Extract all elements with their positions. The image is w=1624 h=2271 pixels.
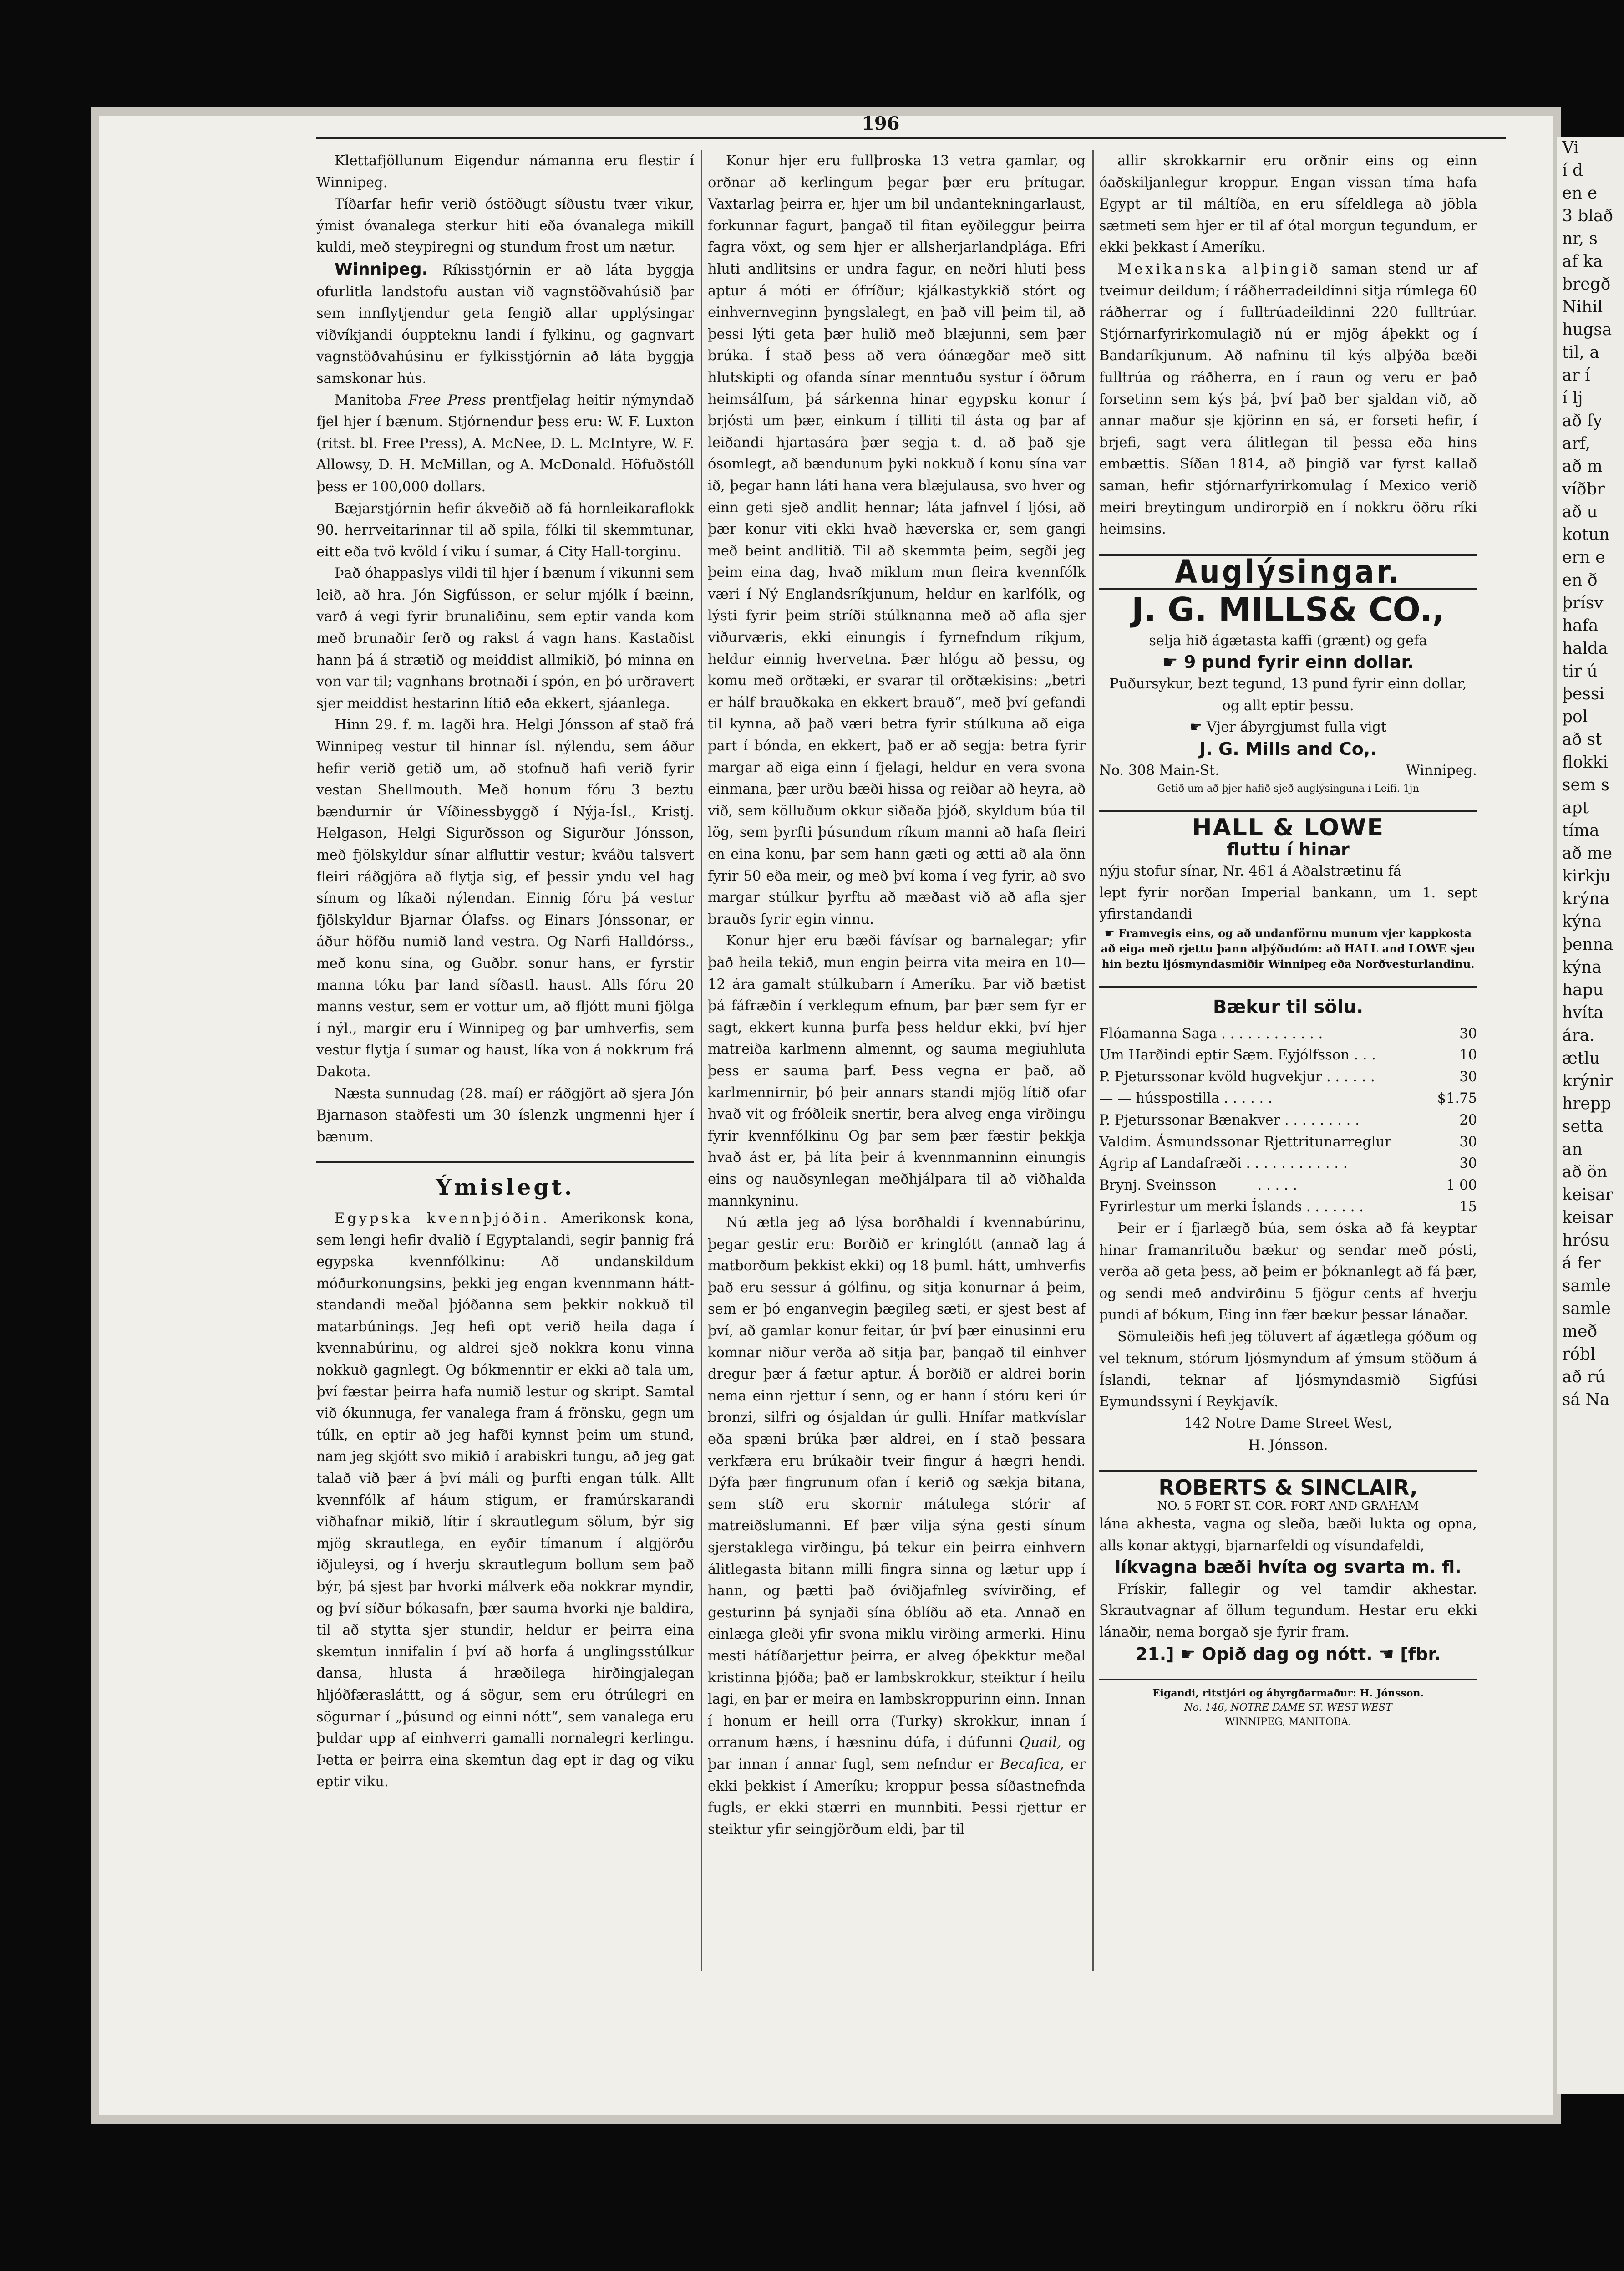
adjacent-page-text: ar í — [1562, 366, 1590, 385]
book-title: P. Pjeturssonar kvöld hugvekjur . . . . . . — [1099, 1069, 1375, 1085]
adjacent-page-text: 3 blað — [1562, 207, 1614, 225]
column-divider — [701, 150, 702, 1971]
book-price: 30 — [1459, 1156, 1477, 1172]
article-lead: Mexikanska alþingið — [1117, 261, 1321, 277]
adjacent-page-text: kýna — [1562, 912, 1602, 931]
hall-ad-note: ☛ Framvegis eins, og að undanförnu munum vjer kappkosta að eiga með rjettu þann alþýðudóm: að HALL and LOWE sjeu hin beztu ljósmyndasmiðir Winnipeg eða Norðvesturlandinu. — [1101, 927, 1476, 971]
book-title: Flóamanna Saga . . . . . . . . . . . . — [1099, 1025, 1323, 1042]
adjacent-page-text: af ka — [1562, 252, 1603, 271]
article-emphasis: Free Press — [408, 392, 486, 408]
book-price: 10 — [1459, 1047, 1477, 1064]
roberts-ad-open: 21.] ☛ Opið dag og nótt. ☚ [fbr. — [1135, 1644, 1441, 1664]
column-1 — [316, 150, 694, 1793]
adjacent-page-text: setta — [1562, 1117, 1604, 1136]
book-item — [1099, 1066, 1477, 1088]
article-emphasis: Quail, — [1019, 1735, 1061, 1751]
adjacent-page-text: að fy — [1562, 412, 1603, 430]
mills-address-street: No. 308 Main-St. — [1099, 763, 1219, 779]
book-title: Fyrirlestur um merki Íslands . . . . . . . — [1099, 1199, 1364, 1215]
article-paragraph — [316, 390, 694, 498]
adjacent-page-text: keisar — [1562, 1208, 1613, 1227]
adjacent-page-text: að ön — [1562, 1163, 1608, 1181]
adjacent-page-text: an — [1562, 1140, 1583, 1159]
adjacent-page-text: að rú — [1562, 1368, 1605, 1386]
adjacent-page-text: apt — [1562, 799, 1589, 817]
adjacent-page-text: krýna — [1562, 890, 1610, 908]
article-paragraph: Hinn 29. f. m. lagði hra. Helgi Jónsson af stað frá Winnipeg vestur til hinnar ísl. nýlendu, sem áður hefir verið getið um, að stofnuð hafi verið fyrir vestan Shellmouth. Með honum fóru 3 beztu bændurnir úr Víðinessbyggð í Nýja-Ísl., Kristj. Helgason, Helgi Sigurðsson og Sigurður Jónsson, með fjölskyldur sínar alfluttir vestur; kváðu talsvert fleiri ráðgjöra að flytja sig, ef þessir yndu vel hag sínum og líkaði nýlendan. Einnig fóru þá vestur fjölskyldur Bjarnar Ólafss. og Einars Jónssonar, er áður höfðu numið land vestra. Og Narfi Halldórss., með konu sína, og Guðbr. sonur hans, er fyrstir manna tóku þar land síðastl. haust. Alls fóru 20 manns vestur, sem er vottur um, að fljótt muni fjölga í nýl., margir eru í Winnipeg og þar umhverfis, sem vestur flytja í sumar og haust, líka von á nokkrum frá Dakota. — [316, 717, 694, 1080]
article-text: og þar innan í annar fugl, sem nefndur er — [708, 1735, 1086, 1772]
column-2 — [708, 150, 1086, 1840]
masthead-city: WINNIPEG, MANITOBA. — [1224, 1716, 1352, 1728]
adjacent-page-text: Nihil — [1562, 298, 1603, 316]
roberts-ad-name: ROBERTS & SINCLAIR, — [1158, 1475, 1418, 1500]
article-text: Ríkisstjórnin er að láta byggja ofurlitla landstofu austan við vagnstöðvahúsið þar sem innflytjendur geta fengið allar upplýsingar viðvíkjandi óuppteknu landi í fylkinu, og gagnvart vagnstöðvahúsinu er fylkisstjórnin að láta byggja samskonar hús. — [316, 262, 694, 387]
adjacent-page-text: arf, — [1562, 434, 1591, 453]
adjacent-page-text: í lj — [1562, 389, 1583, 407]
article-text: Amerikonsk kona, sem lengi hefir dvalið í Egyptalandi, segir þannig frá egypska kvennfólkinu: Að undanskildum móðurkonungsins, þekki jeg engan kvennmann hátt-standandi meðal þjóðanna sem þekkir nokkuð til matarbúnings. Jeg hefi opt verið heila daga í kvennabúrinu, og aldrei sjeð nokkra konu vinna nokkuð gagnlegt. Og bókmenntir er ekki að tala um, því fæstar þeirra hafa numið lestur og skript. Samtal við ókunnuga, fer vanalega fram á frönsku, gegn um túlk, en eptir að jeg hafði kynnst þeim um stund, nam jeg skjótt svo mikið í arabiskri tungu, að jeg gat talað við þær á því máli og þurfti engan túlk. Allt kvennfólk af háum stigum, er framúrskarandi viðhafnar mikið, lítir í skrautlegum sölum, býr sig mjög skrautlega, en eyðir tímanum í algjörðu iðjuleysi, og í hverju skrautlegum bollum sem það býr, þá sjest þar hvorki málverk eða nokkrar myndir, og því síður bókasafn, þær sauma hvorki nje baldira, til að stytta sjer stundir, heldur er þeirra eina skemtun innifalin í því að horfa á unglingsstúlkur dansa, hlusta á hræðilega hirðingjalegan hljóðfærasláttt, og á sögur, sem eru ótrúlegri en sögurnar í „þúsund og einni nótt“, sem vanalega eru þuldar upp af einhverri gamalli nornalegri kerlingu. Þetta er þeirra eina skemtun dag ept ir dag og viku eptir viku. — [316, 1210, 694, 1790]
adjacent-page-text: að me — [1562, 844, 1613, 863]
adjacent-page-text: að st — [1562, 730, 1602, 749]
adjacent-page-text: tir ú — [1562, 662, 1598, 681]
page-number: 196 — [862, 113, 900, 134]
books-signature: H. Jónsson. — [1248, 1437, 1328, 1453]
hall-ad-line: lept fyrir norðan Imperial bankann, um 1. sept yfirstandandi — [1099, 885, 1477, 923]
article-paragraph — [316, 259, 694, 390]
adjacent-page-text: kýna — [1562, 958, 1602, 977]
hall-ad-line: nýju stofur sínar, Nr. 461 á Aðalstrætinu fá — [1099, 863, 1402, 880]
adjacent-page-text: hrósu — [1562, 1231, 1609, 1250]
adjacent-page-fragment — [1557, 137, 1624, 2094]
adjacent-page-text: en e — [1562, 184, 1598, 203]
adjacent-page-text: ætlu — [1562, 1049, 1600, 1068]
article-text: saman stend ur af tveimur deildum; í ráðherradeildinni sitja rúmlega 60 ráðherrar og í fulltrúadeildinni 220 fulltrúar. Stjórnarfyrirkomulagið nú er mjög áþekkt og í Bandaríkjunum. Að nafninu til kýs alþýða bæði fulltrúa og ráðherra, en í raun og veru er það forsetinn sem kýs þá, því það ber sjaldan við, að annar maður sje kjörinn en sá, er forseti hefir, í brjefi, sagt vera álitlegan til þessa eða hins embættis. Síðan 1814, að þingið var fyrst kallað saman, hefir stjórnarfyrirkomulag í Mexico verið meiri breytingum undirorpið en í nokkru öðru ríki heimsins. — [1099, 261, 1477, 538]
article-text: Nú ætla jeg að lýsa borðhaldi í kvennabúrinu, þegar gestir eru: Borðið er kringlótt (annað lag á matborðum þekkist ekki) og 18 þuml. hátt, umhverfis það eru sessur á gólfinu, og sitja konurnar á þeim, sem er þó enganvegin þægileg sæti, er sjest best af því, að gamlar konur feitar, úr því þær einusinni eru komnar niður verða að sitja þar, þangað til einhver dregur þær á fætur aptur. Á borðið er aldrei borin nema einn rjettur í senn, og er hann í stóru keri úr bronzi, silfri og ósjaldan úr gulli. Hnífar matkvíslar eða spæni brúka þær aldrei, en í stað þessara verkfæra eru brúkaðir tveir fingur á hægri hendi. Dýfa þær fingrunum ofan í kerið og sækja bitana, sem stíð eru skornir mátulega stórir af matreiðslumanni. Ef þær vilja sýna gesti sínum sjerstaklega virðingu, þá tekur ein þeirra einhvern álitlegasta bitann milli fingra sinna og lætur upp í hann, og þætti það óviðjafnleg svívirðing, ef gesturinn þá synjaði sína óblíðu að eta. Annað en einlæga gleði yfir svona miklu virðing armerki. Hinu mesti hátíðarjettur þeirra, er alveg óþekktur meðal kristinna þjóða; það er lambskrokkur, steiktur í heilu lagi, en þar er meira en lambskroppurinn einn. Innan í honum er heill orra (Turky) skrokkur, innan í orranum hæns, í hæsninu dúfa, í dúfunni — [708, 1215, 1086, 1751]
adjacent-page-text: halda — [1562, 639, 1608, 658]
book-title: Ágrip af Landafræði . . . . . . . . . . . . — [1099, 1156, 1348, 1172]
hall-ad-line: fluttu í hinar — [1227, 839, 1350, 860]
adjacent-page-text: krýnir — [1562, 1072, 1613, 1090]
adjacent-page-text: á fer — [1562, 1254, 1601, 1273]
section-rule — [1099, 810, 1477, 812]
book-item — [1099, 1153, 1477, 1175]
mills-ad-line: ☛ Vjer ábyrgjumst fulla vigt — [1189, 719, 1387, 736]
adjacent-page-text: tíma — [1562, 821, 1599, 840]
book-item — [1099, 1196, 1477, 1218]
adjacent-page-text: keisar — [1562, 1186, 1613, 1204]
book-item — [1099, 1110, 1477, 1131]
adjacent-page-text: þessi — [1562, 685, 1604, 703]
adjacent-page-text: með — [1562, 1322, 1598, 1341]
book-item — [1099, 1175, 1477, 1197]
mills-ad-line: selja hið ágætasta kaffi (grænt) og gefa — [1149, 632, 1427, 649]
mills-ad-note: Getið um að þjer hafið sjeð auglýsinguna í Leifi. 1jn — [1157, 783, 1419, 795]
book-price: 30 — [1459, 1134, 1477, 1150]
adjacent-page-text: að u — [1562, 503, 1598, 521]
mills-address-city: Winnipeg. — [1406, 763, 1477, 779]
article-paragraph: Bæjarstjórnin hefir ákveðið að fá hornleikaraflokk 90. herrveitarinnar til að spila, fólki til skemmtunar, eitt eða tvö kvöld í viku í sumar, á City Hall-torginu. — [316, 500, 694, 560]
adjacent-page-text: að m — [1562, 457, 1603, 476]
mills-ad-line: Puðursykur, bezt tegund, 13 pund fyrir einn dollar, og allt eptir þessu. — [1109, 676, 1467, 714]
ads-title: Auglýsingar. — [1175, 553, 1401, 591]
adjacent-page-text: kotun — [1562, 525, 1610, 544]
section-rule — [1099, 1470, 1477, 1472]
book-item — [1099, 1023, 1477, 1045]
section-rule — [1099, 986, 1477, 988]
mills-ad-address — [1099, 760, 1477, 782]
book-price: 20 — [1459, 1112, 1477, 1128]
books-paragraph: Sömuleiðis hefi jeg töluvert af ágætlega góðum og vel teknum, stórum ljósmyndum af ýmsum stöðum á Íslandi, teknar af ljósmyndasmið Sigfúsi Eymundssyni í Reykjavík. — [1099, 1329, 1477, 1410]
adjacent-page-text: víðbr — [1562, 480, 1605, 499]
article-lead: Egypska kvennþjóðin. — [335, 1210, 550, 1227]
adjacent-page-text: hvíta — [1562, 1003, 1604, 1022]
book-list — [1099, 1023, 1477, 1218]
article-paragraph: allir skrokkarnir eru orðnir eins og einn óaðskiljanlegur kroppur. Engan vissan tíma hafa Egypt ar til máltíða, en eru sífeldlega að jöbla sætmeti sem hjer er til af ótal morgun tegundum, er ekki þekkast í Ameríku. — [1099, 153, 1477, 256]
book-price: 30 — [1459, 1025, 1477, 1042]
article-paragraph — [316, 1208, 694, 1793]
books-paragraph: Þeir er í fjarlægð búa, sem óska að fá keyptar hinar framanrituðu bækur og sendar með pósti, verða að geta þess, að þeim er þóknanlegt að fá þær, og sendi með andvirðinu 5 fjögur cents af hverju pundi af bókum, Eing inn fær bækur þessar lánaðar. — [1099, 1220, 1477, 1324]
book-price: 30 — [1459, 1069, 1477, 1085]
book-item — [1099, 1131, 1477, 1153]
adjacent-page-text: en ð — [1562, 571, 1598, 590]
book-price: $1.75 — [1437, 1090, 1477, 1107]
adjacent-page-text: hafa — [1562, 616, 1599, 635]
section-title: Ýmislegt. — [436, 1175, 575, 1201]
header-rule — [316, 137, 1506, 139]
hall-ad-name: HALL & LOWE — [1192, 814, 1384, 842]
section-rule — [316, 1161, 694, 1163]
article-text: er ekki þekkist í Ameríku; kroppur þessa síðastnefnda fugls, er ekki stærri en munnbiti. Þessi rjettur er steiktur yfir seingjörðum eldi, þar til — [708, 1756, 1086, 1838]
adjacent-page-text: nr, s — [1562, 229, 1598, 248]
adjacent-page-text: sem s — [1562, 776, 1609, 794]
book-title: — — hússpostilla . . . . . . — [1099, 1090, 1273, 1107]
adjacent-page-text: samle — [1562, 1277, 1611, 1295]
adjacent-page-text: í d — [1562, 161, 1583, 180]
book-title: P. Pjeturssonar Bænakver . . . . . . . . . — [1099, 1112, 1360, 1128]
roberts-ad-address: NO. 5 FORT ST. COR. FORT AND GRAHAM — [1157, 1499, 1419, 1513]
article-paragraph: Klettafjöllunum Eigendur námanna eru flestir í Winnipeg. — [316, 153, 694, 191]
adjacent-page-text: þrísv — [1562, 594, 1604, 612]
column-3 — [1099, 150, 1477, 1730]
adjacent-page-text: hugsa — [1562, 321, 1612, 339]
books-title: Bækur til sölu. — [1213, 997, 1364, 1018]
article-paragraph: Konur hjer eru fullþroska 13 vetra gamlar, og orðnar að kerlingum þegar þær eru þrítugar. Vaxtarlag þeirra er, hjer um bil undantekningarlaust, forkunnar fagurt, þangað til fitan eyðileggur þeirra fagra vöxt, og sem hjer er allsherjarlandplága. Efri hluti andlitsins er undra fagur, en neðri hluti þess aptur á móti er ófríður; kjálkastykkið stórt og einhvernveginn þyngslalegt, en það vill þeim til, að þessi lýti geta þær hulið með blæjunni, sem þær brúka. Í stað þess að vera óánægðar með sitt hlutskipti og ofanda sínar menntuðu systur í öðrum heimsálfum, þá sárkenna hinar egypsku konur í brjósti um þær, einkum í tilliti til ásta og þar af leiðandi hjartasára þær segja t. d. að það sje ósomlegt, að bændunum þyki nokkuð í konu sína var ið, þegar hann láti hana vera blæjulausa, svo hver og einn geti sjeð andlit hennar; láta jafnvel í ljósi, að þær konur viti ekki hvað hæverska er, sem gangi með beint andlitið. Til að skemmta þeim, segði jeg þeim eina dag, hvað miklum mun fleira kvennfólk væri í Ný Englandsríkjunum, heldur en karlfólk, og lýsti fyrir þeim stríði stúlknanna með að afla sjer viðurværis, ekki einungis í fyrnefndum ríkjum, heldur einnig hvervetna. Þær hlógu að þessu, og komu með orðtæki, er svarar til orðtækisins: „betri er hálf brauðkaka en ekkert brauð“, með því gefandi til kynna, að það væri betra fyrir stúlkuna að eiga part í bónda, en ekkert, það er að segja: betra fyrir margar að eiga einn í fjelagi, heldur en vera svona einmana, þær urðu bæði hissa og reiðar að heyra, að við, sem kölluðum okkur siðaða þjóð, skyldum búa til lög, sem þyrfti þúsundum ríkum manni að hafa fleiri en eina konu, þar sem hann gæti og ætti að ala önn fyrir 50 eða meir, og með því koma í veg fyrir, að svo margar stúlkur þyrftu að mæðast við að afla sjer brauðs fyrir egin vinnu. — [708, 153, 1086, 927]
book-item — [1099, 1088, 1477, 1110]
book-price: 15 — [1459, 1199, 1477, 1215]
book-price: 1 00 — [1446, 1177, 1477, 1193]
section-rule — [1099, 1679, 1477, 1680]
roberts-ad-text: Frískir, fallegir og vel tamdir akhestar. Skrautvagnar af öllum tegundum. Hestar eru ekki lánaðir, nema borgað sje fyrir fram. — [1099, 1581, 1477, 1641]
adjacent-page-text: ern e — [1562, 548, 1605, 567]
article-paragraph: Tíðarfar hefir verið óstöðugt síðustu tvær vikur, ýmist óvanalega sterkur hiti eða óvanalega mikill kuldi, með steypiregni og stundum frost um nætur. — [316, 196, 694, 256]
roberts-ad-highlight: líkvagna bæði hvíta og svarta m. fl. — [1115, 1557, 1462, 1578]
adjacent-page-text: til, a — [1562, 343, 1599, 362]
mills-ad-offer: ☛ 9 pund fyrir einn dollar. — [1162, 652, 1414, 672]
column-divider — [1092, 150, 1094, 1971]
masthead-owner: Eigandi, ritstjóri og ábyrgðarmaður: H. Jónsson. — [1152, 1687, 1424, 1700]
adjacent-page-text: hapu — [1562, 981, 1604, 999]
book-title: Brynj. Sveinsson — — . . . . . — [1099, 1177, 1297, 1193]
adjacent-page-text: hrepp — [1562, 1095, 1611, 1113]
adjacent-page-text: kirkju — [1562, 867, 1611, 886]
adjacent-page-text: ára. — [1562, 1026, 1595, 1045]
article-paragraph: Næsta sunnudag (28. maí) er ráðgjört að sjera Jón Bjarnason staðfesti um 30 íslenzk ungmenni hjer í bænum. — [316, 1085, 694, 1145]
article-text: prentfjelag heitir nýmyndað fjel hjer í bænum. Stjórnendur þess eru: W. F. Luxton (ritst. bl. Free Press), A. McNee, D. L. McIntyre, W. F. Allowsy, D. H. McMillan, og A. McDonald. Höfuðstóll þess er 100,000 dollars. — [316, 392, 695, 495]
article-paragraph: Það óhappaslys vildi til hjer í bænum í vikunni sem leið, að hra. Jón Sigfússon, er selur mjólk í bæinn, varð á vegi fyrir brunaliðinu, sem eptir vanda kom með brunaðir ferð og rakst á vagn hans. Kastaðist hann þá á strætið og meiddist allmikið, þó minna en von var til; vagnhans brotnaði í spón, en þó urðravert sjer meiddist hestarinn lítið eða ekkert, sjáanlega. — [316, 565, 694, 712]
article-emphasis: Becafica, — [1000, 1756, 1064, 1772]
book-title: Valdim. Ásmundssonar Rjettritunarreglur — [1099, 1134, 1391, 1150]
books-address: 142 Notre Dame Street West, — [1184, 1416, 1392, 1432]
mills-ad-company: J. G. Mills and Co,. — [1199, 738, 1377, 759]
article-lead: Winnipeg. — [335, 260, 428, 279]
article-paragraph: Konur hjer eru bæði fávísar og barnalegar; yfir það heila tekið, mun engin þeirra vita meira en 10—12 ára gamalt stúlkubarn í Ameríku. Þar við bætist þá fáfræðin í verklegum efnum, þar þær sem fyr er sagt, ekkert kunna þurfa þess heldur ekki, því hjer matreiða karlmenn almennt, og sauma megiuhluta þess er sauma þarf. Þess vegna er það, að karlmennirnir, þó þeir annars standi mjög lítið ofar hvað vit og fróðleik snertir, bera alveg enga virðingu fyrir kvennfólkinu Og þar sem þær fæstir þekkja hvað ást er, þá líta þeir á kvennmanninn einungis eins og nauðsynlegan meðhjálpara til að viðhalda mannkyninu. — [708, 933, 1086, 1209]
book-title: Um Harðindi eptir Sæm. Eyjólfsson . . . — [1099, 1047, 1376, 1064]
article-text: Manitoba — [335, 392, 402, 408]
mills-ad-name: J. G. MILLS& CO., — [1132, 591, 1445, 629]
book-item — [1099, 1044, 1477, 1066]
adjacent-page-text: róbl — [1562, 1345, 1596, 1364]
adjacent-page-text: bregð — [1562, 275, 1611, 294]
roberts-ad-text: lána akhesta, vagna og sleða, bæði lukta og opna, alls konar aktygi, bjarnarfeldi og vísundafeldi, — [1099, 1516, 1477, 1554]
adjacent-page-text: sá Na — [1562, 1390, 1610, 1409]
article-paragraph — [708, 1212, 1086, 1840]
adjacent-page-text: Vi — [1562, 138, 1579, 157]
adjacent-page-text: flokki — [1562, 753, 1608, 772]
adjacent-page-text: samle — [1562, 1299, 1611, 1318]
adjacent-page-text: þenna — [1562, 935, 1614, 954]
masthead-address: No. 146, NOTRE DAME ST. WEST WEST — [1184, 1702, 1392, 1714]
article-paragraph — [1099, 259, 1477, 540]
adjacent-page-text: pol — [1562, 708, 1588, 726]
